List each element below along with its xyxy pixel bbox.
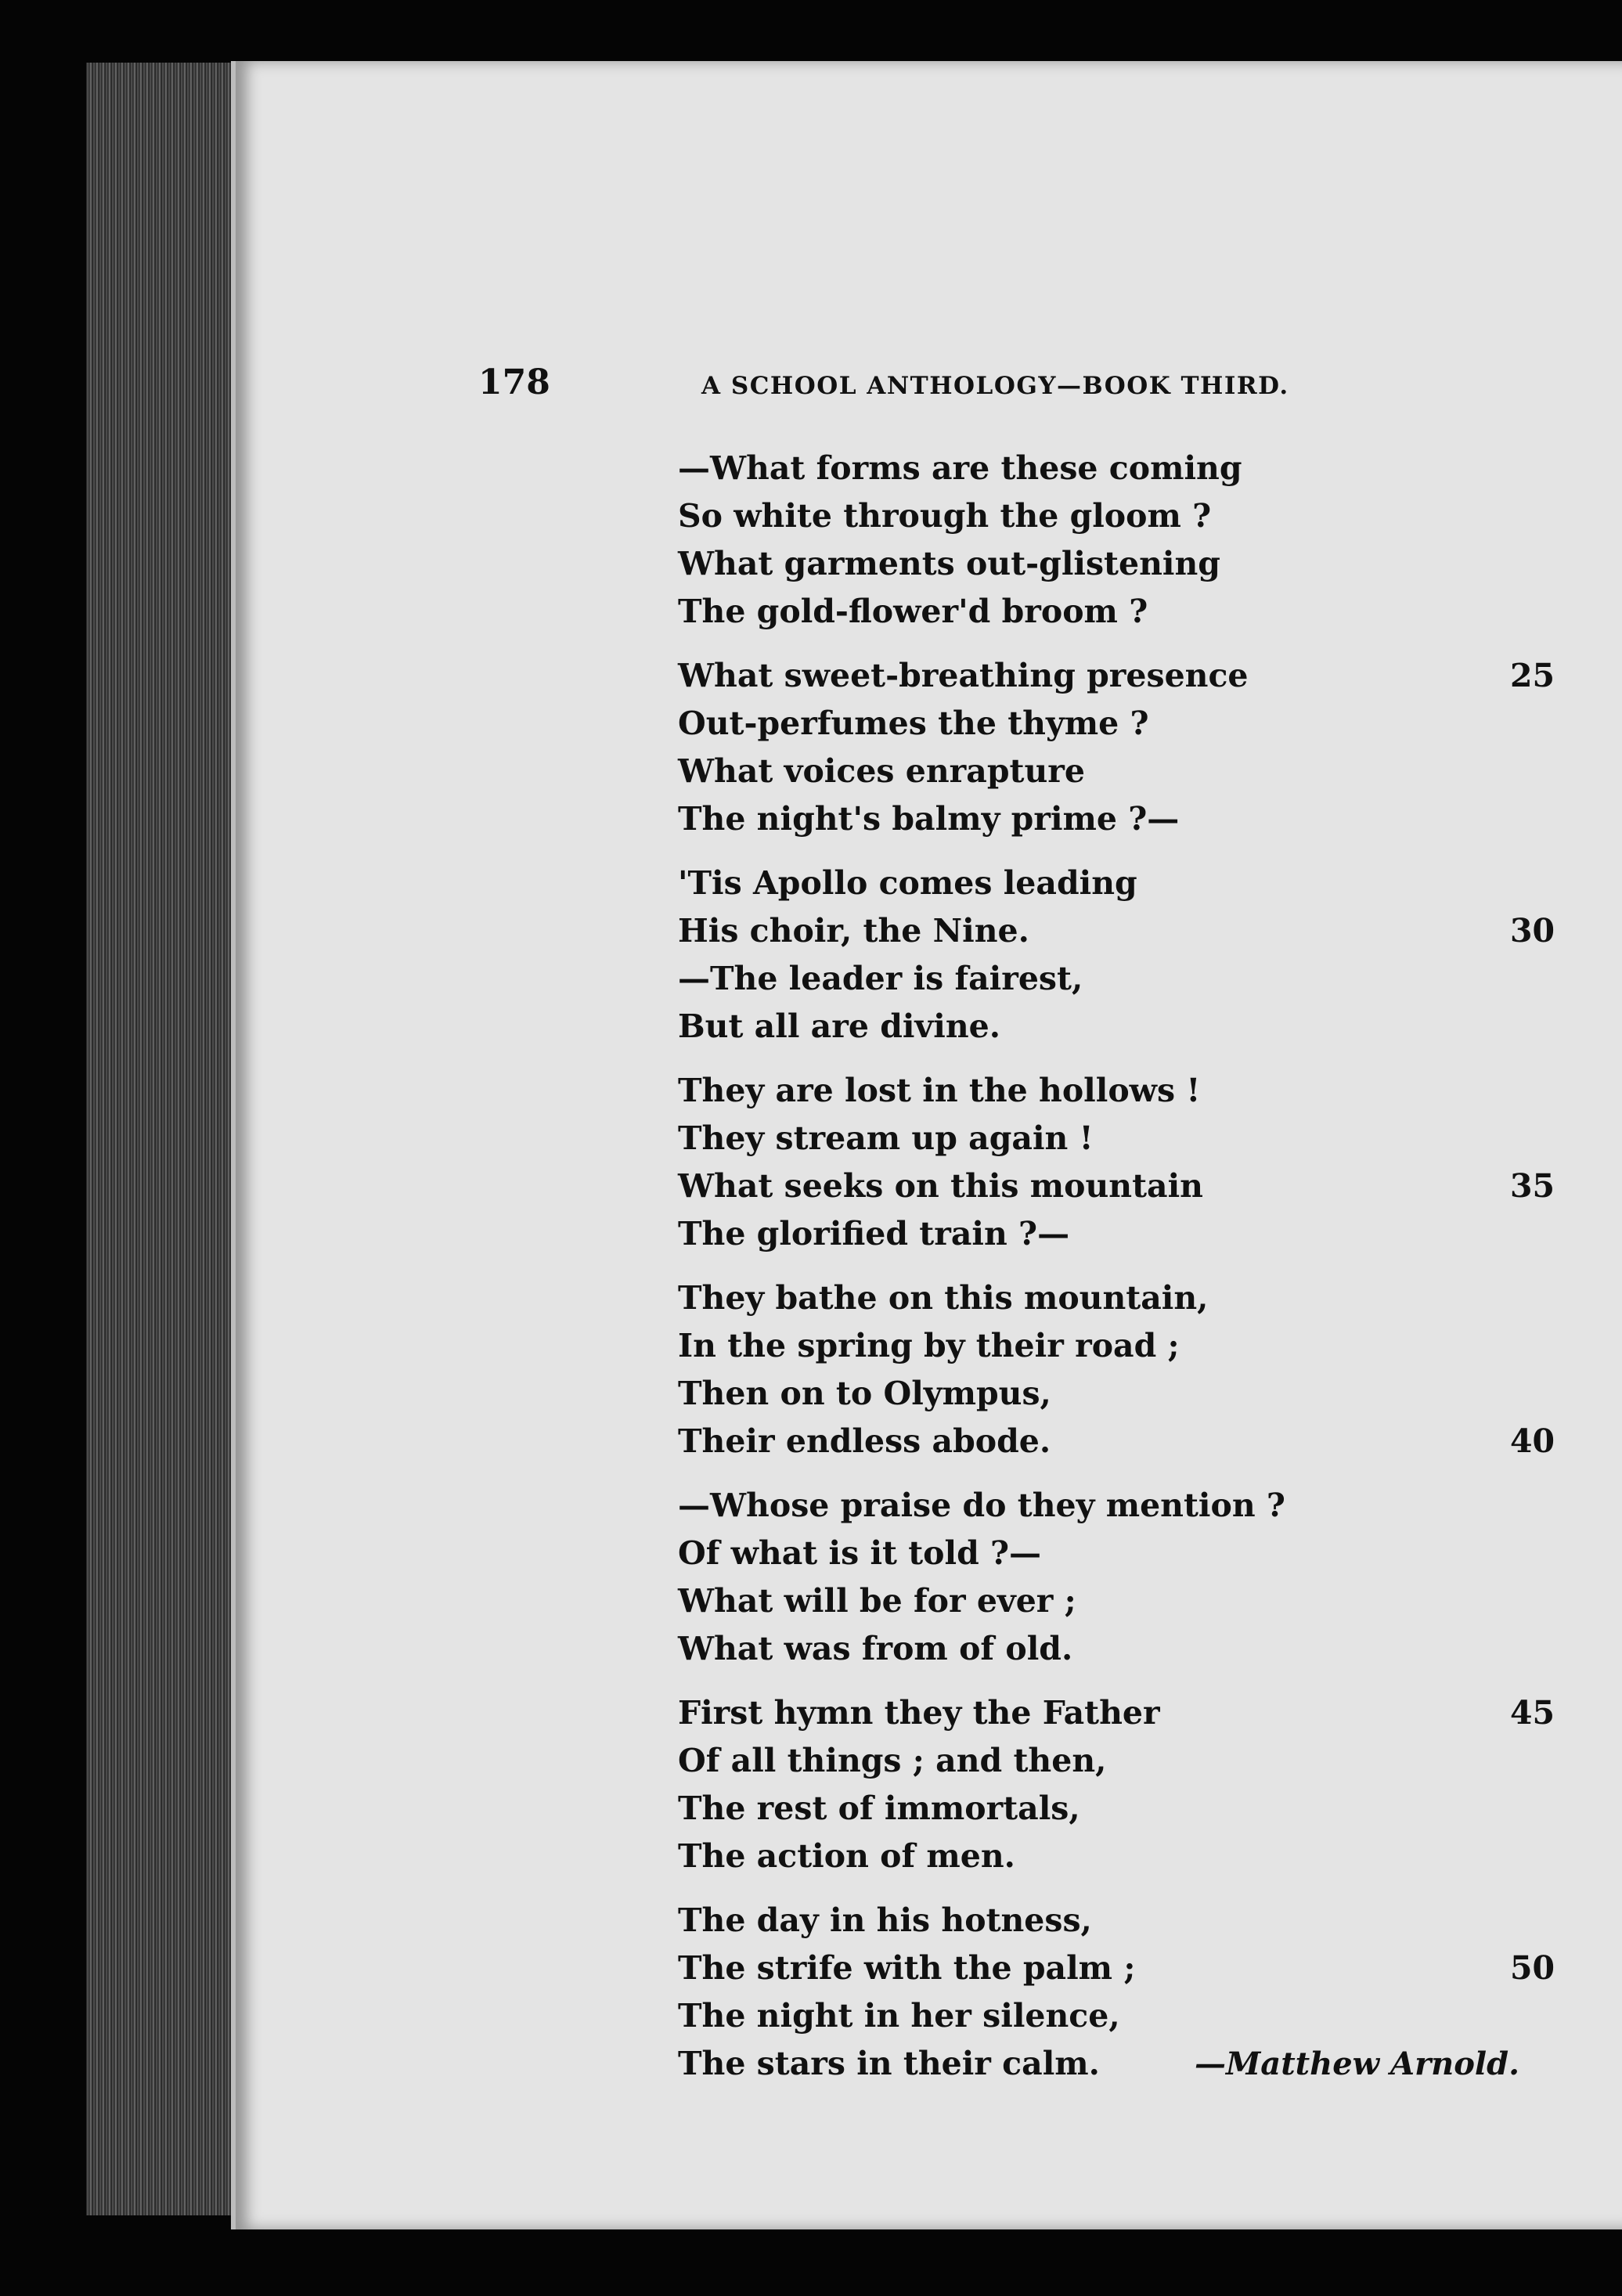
line-number: 30 <box>1509 912 1555 950</box>
line-text: What was from of old. <box>678 1630 1073 1667</box>
line-text: They stream up again ! <box>678 1119 1094 1157</box>
line-text: The strife with the palm ; <box>678 1949 1136 1987</box>
page-edge-stack <box>86 63 243 2215</box>
poem-line <box>678 1418 1555 1465</box>
line-text: The gold-flower'd broom ? <box>678 593 1148 630</box>
line-text: The night's balmy prime ?— <box>678 800 1180 838</box>
line-text: The rest of immortals, <box>678 1790 1080 1827</box>
line-text: In the spring by their road ; <box>678 1327 1180 1364</box>
poem-line <box>678 1897 1555 1945</box>
poem-line <box>678 1067 1555 1115</box>
poem-line <box>678 588 1555 636</box>
running-head <box>236 362 1622 409</box>
poem-line <box>678 1689 1555 1737</box>
poem-line <box>678 1577 1555 1625</box>
line-number: 50 <box>1509 1949 1555 1987</box>
page-number: 178 <box>478 362 550 402</box>
line-text: The night in her silence, <box>678 1997 1120 2035</box>
poem-line <box>678 1274 1555 1322</box>
stanza <box>678 652 1555 843</box>
line-text: Out-perfumes the thyme ? <box>678 705 1149 742</box>
poem-line <box>678 1833 1555 1880</box>
line-text: Their endless abode. <box>678 1422 1051 1460</box>
poem-line <box>678 1370 1555 1418</box>
line-text: Then on to Olympus, <box>678 1375 1051 1412</box>
line-text: Of all things ; and then, <box>678 1742 1107 1779</box>
poem-line <box>678 652 1555 700</box>
poem-line <box>678 1162 1555 1210</box>
stanza <box>678 445 1555 636</box>
line-text: What sweet-breathing presence <box>678 657 1249 694</box>
poem-line <box>678 795 1555 843</box>
poem-line <box>678 748 1555 795</box>
poem-line <box>678 1785 1555 1833</box>
poem-line <box>678 1003 1555 1051</box>
poem-line <box>678 700 1555 748</box>
line-text: The glorified train ?— <box>678 1215 1070 1253</box>
poem-line <box>678 1945 1555 1992</box>
line-text: —The leader is fairest, <box>678 960 1083 997</box>
line-text: What seeks on this mountain <box>678 1167 1203 1205</box>
line-text: 'Tis Apollo comes leading <box>678 864 1137 902</box>
poem-line <box>678 1625 1555 1673</box>
line-text: What voices enrapture <box>678 752 1085 790</box>
poem-line <box>678 1737 1555 1785</box>
line-text: The day in his hotness, <box>678 1901 1092 1939</box>
line-text: The stars in their calm. <box>678 2045 1100 2082</box>
running-title: A SCHOOL ANTHOLOGY—BOOK THIRD. <box>701 372 1289 400</box>
poem-line <box>678 2040 1555 2088</box>
line-number: 40 <box>1509 1422 1555 1460</box>
line-text: What will be for ever ; <box>678 1582 1076 1620</box>
line-text: They bathe on this mountain, <box>678 1279 1209 1317</box>
book-page <box>231 61 1622 2229</box>
poem-line <box>678 860 1555 907</box>
line-number: 25 <box>1509 657 1555 694</box>
poem-line <box>678 955 1555 1003</box>
stanza <box>678 860 1555 1051</box>
line-text: So white through the gloom ? <box>678 497 1212 535</box>
line-number: 45 <box>1509 1694 1555 1732</box>
poem-line <box>678 492 1555 540</box>
poem-line <box>678 1482 1555 1530</box>
line-text: First hymn they the Father <box>678 1694 1160 1732</box>
poem <box>678 445 1555 2104</box>
line-text: —Whose praise do they mention ? <box>678 1487 1285 1524</box>
poem-line <box>678 1992 1555 2040</box>
line-number: 35 <box>1509 1167 1555 1205</box>
poem-line <box>678 1322 1555 1370</box>
line-text: They are lost in the hollows ! <box>678 1072 1201 1109</box>
poem-line <box>678 1115 1555 1162</box>
line-text: The action of men. <box>678 1837 1015 1875</box>
poem-line <box>678 540 1555 588</box>
line-text: —What forms are these coming <box>678 449 1242 487</box>
poem-line <box>678 1530 1555 1577</box>
poem-line <box>678 907 1555 955</box>
line-text: But all are divine. <box>678 1007 1001 1045</box>
stanza <box>678 1067 1555 1258</box>
line-text: What garments out-glistening <box>678 545 1220 582</box>
stanza <box>678 1274 1555 1465</box>
line-text: Of what is it told ?— <box>678 1534 1042 1572</box>
poem-line <box>678 1210 1555 1258</box>
poem-line <box>678 445 1555 492</box>
stanza <box>678 1689 1555 1880</box>
line-text: His choir, the Nine. <box>678 912 1029 950</box>
stanza <box>678 1897 1555 2088</box>
author-attribution: —Matthew Arnold. <box>1195 2045 1519 2082</box>
stanza <box>678 1482 1555 1673</box>
